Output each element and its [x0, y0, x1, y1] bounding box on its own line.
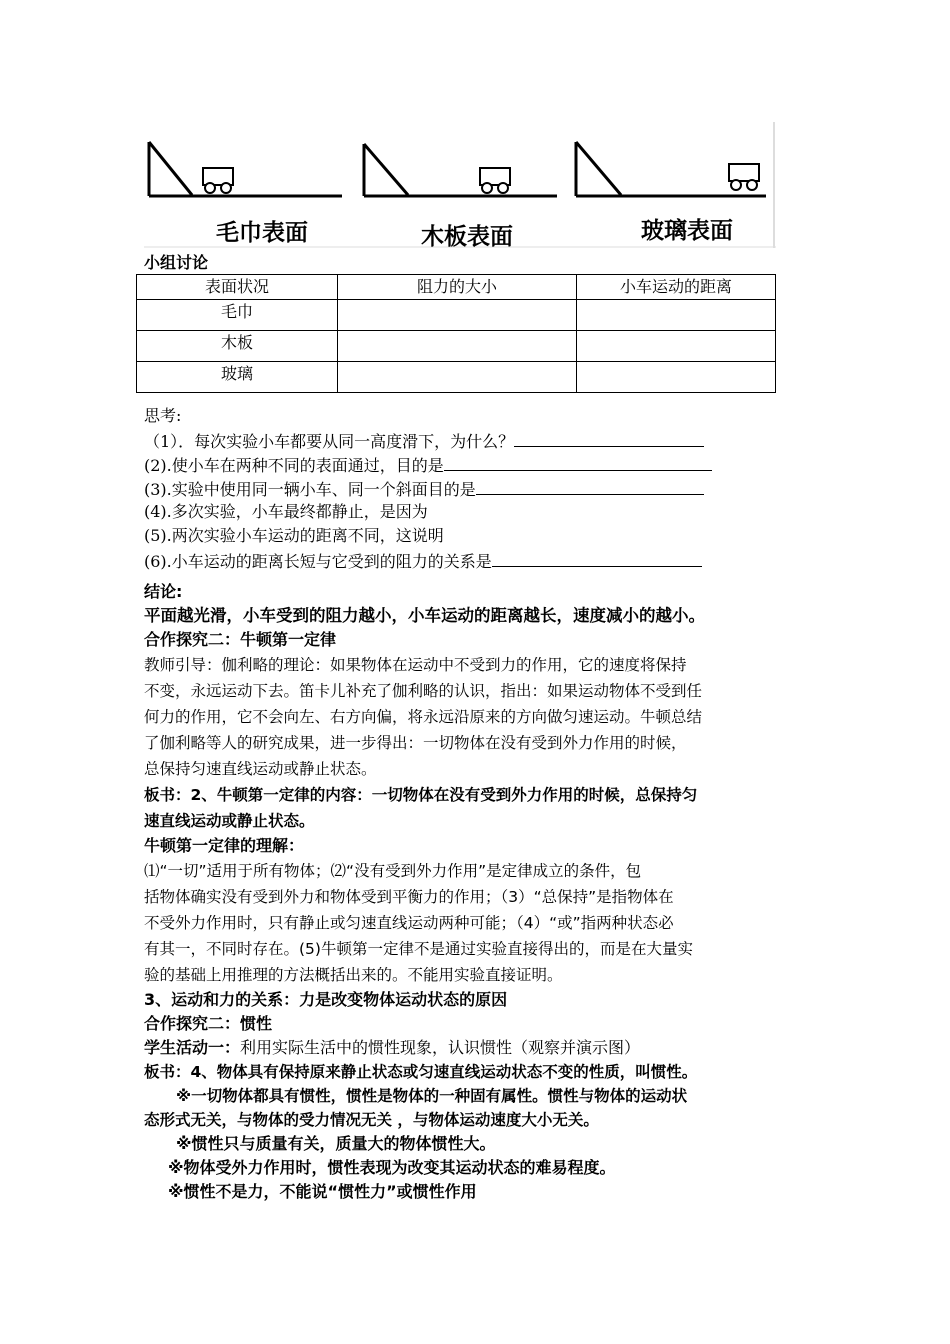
table-header-resistance: 阻力的大小 [338, 275, 577, 300]
figure-label-glass: 玻璃表面 [641, 218, 733, 244]
table-row [137, 362, 776, 393]
think-heading: 思考: [144, 406, 182, 425]
inertia-note-1a: ※一切物体都具有惯性，惯性是物体的一种固有属性。惯性与物体的运动状 [176, 1087, 688, 1105]
answer-blank-1[interactable] [514, 428, 704, 447]
table-header-row [137, 275, 776, 300]
figure-label-wood: 木板表面 [421, 224, 513, 250]
think-section [144, 404, 814, 572]
guide-line: 了伽利略等人的研究成果，进一步得出：一切物体在没有受到外力作用的时候， [144, 734, 687, 752]
guide-line: 不变，永远运动下去。笛卡儿补充了伽利略的认识，指出：如果运动物体不受到任 [144, 682, 703, 700]
conclusion-heading: 结论: [144, 582, 183, 601]
ramp-glass [576, 142, 766, 196]
table-cell-surface: 木板 [137, 331, 338, 362]
student-activity: 学生活动一：利用实际生活中的惯性现象，认识惯性（观察并演示图） [144, 1038, 641, 1057]
table-header-surface: 表面状况 [137, 275, 338, 300]
main-content [144, 580, 814, 1204]
inertia-heading: 合作探究二：惯性 [144, 1014, 273, 1033]
understanding-line: 括物体确实没有受到外力和物体受到平衡力的作用；（3）“总保持”是指物体在 [144, 888, 674, 906]
table-cell-distance[interactable] [577, 362, 776, 393]
table-cell-resistance[interactable] [338, 300, 577, 331]
teacher-guide [144, 652, 814, 782]
ramp-towel [149, 142, 342, 196]
think-question-6: (6).小车运动的距离长短与它受到的阻力的关系是 [144, 548, 814, 572]
answer-blank-3[interactable] [476, 476, 704, 495]
table-row [137, 331, 776, 362]
table-cell-distance[interactable] [577, 331, 776, 362]
table-cell-surface: 毛巾 [137, 300, 338, 331]
think-question-5: (5).两次实验小车运动的距离不同，这说明 [144, 526, 444, 545]
think-question-4: (4).多次实验，小车最终都静止，是因为 [144, 502, 428, 521]
inertia-note-2: ※惯性只与质量有关，质量大的物体惯性大。 [176, 1134, 496, 1153]
understanding-line: 验的基础上用推理的方法概括出来的。不能用实验直接证明。 [144, 966, 563, 984]
guide-line: 何力的作用，它不会向左、右方向偏，将永远沿原来的方向做匀速运动。牛顿总结 [144, 708, 703, 726]
guide-line: 教师引导：伽利略的理论：如果物体在运动中不受到力的作用，它的速度将保持 [144, 656, 687, 674]
group-discussion-heading: 小组讨论 [144, 253, 209, 272]
table-cell-surface: 玻璃 [137, 362, 338, 393]
answer-blank-6[interactable] [492, 548, 702, 567]
table-cell-resistance[interactable] [338, 362, 577, 393]
think-question-2: (2).使小车在两种不同的表面通过，目的是 [144, 452, 814, 476]
guide-line: 总保持匀速直线运动或静止状态。 [144, 760, 377, 778]
motion-force-relation: 3、运动和力的关系：力是改变物体运动状态的原因 [144, 990, 508, 1009]
inertia-note-3: ※物体受外力作用时，惯性表现为改变其运动状态的难易程度。 [168, 1158, 616, 1177]
understanding-line: 不受外力作用时，只有静止或匀速直线运动两种可能；（4）“或”指两种状态必 [144, 914, 674, 932]
conclusion-text: 平面越光滑，小车受到的阻力越小，小车运动的距离越长，速度减小的越小。 [144, 606, 705, 625]
inquiry2-heading: 合作探究二：牛顿第一定律 [144, 630, 337, 649]
inertia-note-1b: 态形式无关，与物体的受力情况无关 ，与物体运动速度大小无关。 [144, 1111, 599, 1129]
understanding-line: 有其一，不同时存在。(5)牛顿第一定律不是通过实验直接得出的，而是在大量实 [144, 940, 693, 958]
figure-label-towel: 毛巾表面 [216, 220, 308, 246]
understanding-text [144, 858, 814, 988]
table-row [137, 300, 776, 331]
answer-blank-2[interactable] [444, 452, 712, 471]
think-question-1: （1）．每次实验小车都要从同一高度滑下，为什么？ [144, 428, 814, 452]
inertia-note-4: ※惯性不是力，不能说“惯性力”或惯性作用 [168, 1182, 477, 1201]
board-note-newton: 板书：2、牛顿第一定律的内容：一切物体在没有受到外力作用的时候，总保持匀 速直线运动或静止状态。 [144, 786, 698, 830]
understanding-heading: 牛顿第一定律的理解： [144, 836, 305, 855]
think-question-3: (3).实验中使用同一辆小车、同一个斜面目的是 [144, 476, 814, 500]
understanding-line: ⑴“一切”适用于所有物体；⑵“没有受到外力作用”是定律成立的条件，包 [144, 862, 642, 880]
inertia-board-note: 板书：4、物体具有保持原来静止状态或匀速直线运动状态不变的性质，叫惯性。 [144, 1063, 698, 1081]
table-cell-resistance[interactable] [338, 331, 577, 362]
table-cell-distance[interactable] [577, 300, 776, 331]
experiment-figure [144, 122, 776, 248]
ramp-wood [364, 144, 557, 196]
table-header-distance: 小车运动的距离 [577, 275, 776, 300]
observation-table [136, 274, 776, 393]
